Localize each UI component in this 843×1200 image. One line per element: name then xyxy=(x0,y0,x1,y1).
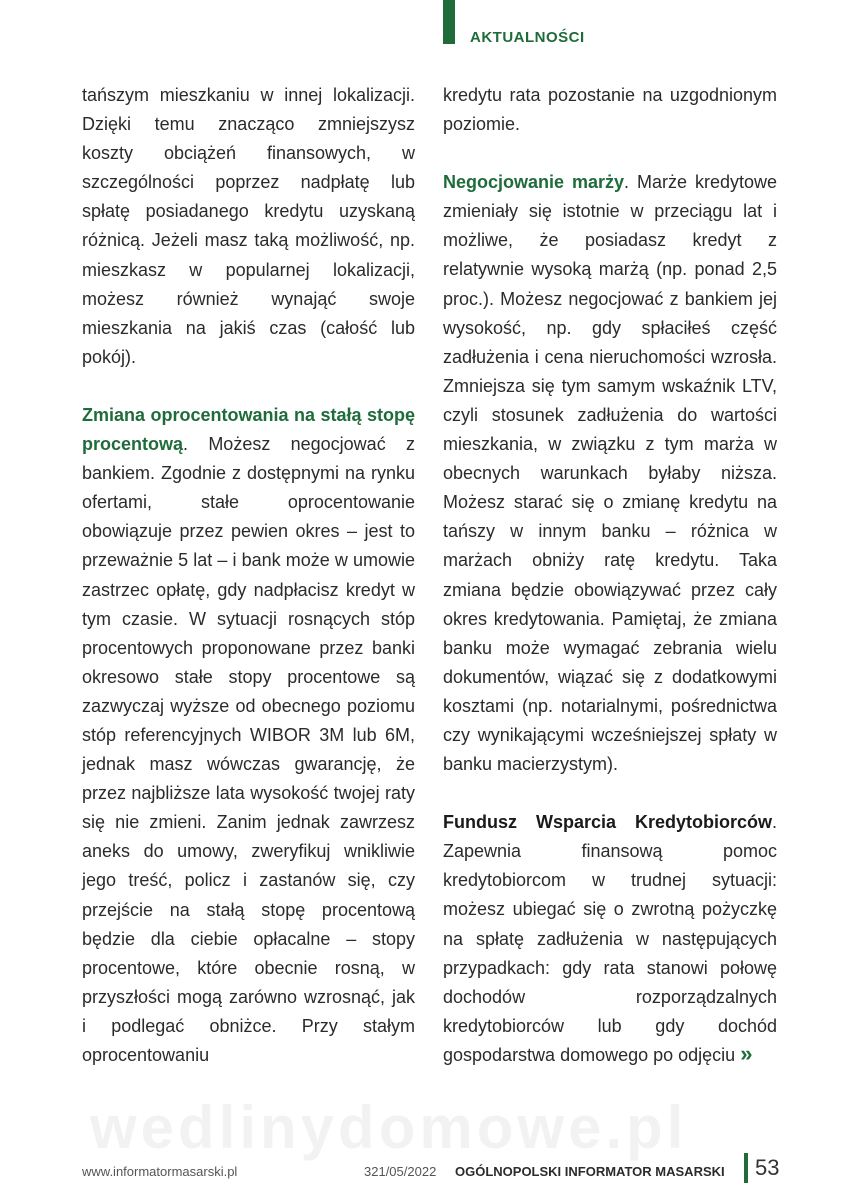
paragraph-text: . Marże kredytowe zmieniały się istotnie w przeciągu lat i możliwe, że posiadasz kredyt z relatywnie wysoką marżą (np. ponad 2,5 proc.). Możesz negocjować z bankiem jej wysokość, np. gdy spłaciłeś część zadłużenia i cena nieruchomości wzrosła. Zmniejsza się tym samym wskaźnik LTV, czyli stosunek zadłużenia do wartości mieszkania, w związku z tym marża w obecnych warunkach byłaby niższa. Możesz starać się o zmianę kredytu na tańszy w innym banku – różnica w marżach obniży ratę kredytu. Taka zmiana będzie obowiązywać przez cały okres kredytowania. Pamiętaj, że zmiana banku może wymagać zebrania wielu dokumentów, wiązać się z dodatkowymi kosztami (np. notarialnymi, pośrednictwa czy wynikającymi wcześniejszej spłaty w banku macierzystym). xyxy=(443,172,777,775)
paragraph-heading: Fundusz Wsparcia Kredytobiorców xyxy=(443,812,772,833)
paragraph-heading: Negocjowanie marży xyxy=(443,172,625,193)
footer-publication: OGÓLNOPOLSKI INFORMATOR MASARSKI xyxy=(455,1164,725,1179)
section-marker-bar xyxy=(443,0,455,44)
paragraph xyxy=(82,401,415,1070)
paragraph-text: tańszym mieszkaniu w innej lokalizacji. Dzięki temu znacząco zmniejszysz koszty obciążeń finansowych, w szczególności poprzez nadpłatę lub spłatę posiadanego kredytu uzyskaną różnicą. Jeżeli masz taką możliwość, np. mieszkasz w popularnej lokalizacji, możesz również wynająć swoje mieszkania na jakiś czas (całość lub pokój). xyxy=(82,85,415,367)
article-column-left xyxy=(82,81,415,1070)
paragraph-text: . Możesz negocjować z bankiem. Zgodnie z dostępnymi na rynku ofertami, stałe oprocentowanie obowiązuje przez pewien okres – jest to przeważnie 5 lat – i bank może w umowie zastrzec opłatę, gdy nadpłacisz kredyt w tym czasie. W sytuacji rosnących stóp procentowych proponowane przez banki okresowo stałe stopy procentowe są zazwyczaj wyższe od obecnego poziomu stóp referencyjnych WIBOR 3M lub 6M, jednak masz wówczas gwarancję, że przez najbliższe lata wysokość twojej raty się nie zmieni. Zanim jednak zawrzesz aneks do umowy, zweryfikuj wnikliwie jego treść, policz i zastanów się, czy przejście na stałą stopę procentową będzie dla ciebie opłacalne – stopy procentowe, które obecnie rosną, w przyszłości mogą zarówno wzrosnąć, jak i podlegać obniżce. Przy stałym oprocentowaniu xyxy=(82,434,415,1065)
paragraph-text: kredytu rata pozostanie na uzgodnionym poziomie. xyxy=(443,85,777,135)
watermark: wedlinydomowe.pl xyxy=(90,1094,688,1161)
paragraph xyxy=(82,81,415,372)
paragraph xyxy=(443,168,777,779)
paragraph-text: . Zapewnia finansową pomoc kredytobiorcom w trudnej sytuacji: możesz ubiegać się o zwrotną pożyczkę na spłatę zadłużenia w następujących przypadkach: gdy rata stanowi połowę dochodów rozporządzalnych kredytobiorców lub gdy dochód gospodarstwa domowego po odjęciu xyxy=(443,812,777,1065)
article-column-right xyxy=(443,81,777,1070)
page-number: 53 xyxy=(755,1155,780,1180)
paragraph xyxy=(443,808,777,1070)
section-label: AKTUALNOŚCI xyxy=(470,29,585,46)
page-number-bar xyxy=(744,1153,748,1183)
paragraph xyxy=(443,81,777,139)
continue-arrow-icon: » xyxy=(740,1040,753,1066)
footer-issue: 321/05/2022 xyxy=(364,1164,437,1179)
paragraph-heading: Zmiana oprocentowania na stałą stopę procentową xyxy=(82,404,415,455)
footer-url[interactable]: www.informatormasarski.pl xyxy=(82,1164,238,1179)
